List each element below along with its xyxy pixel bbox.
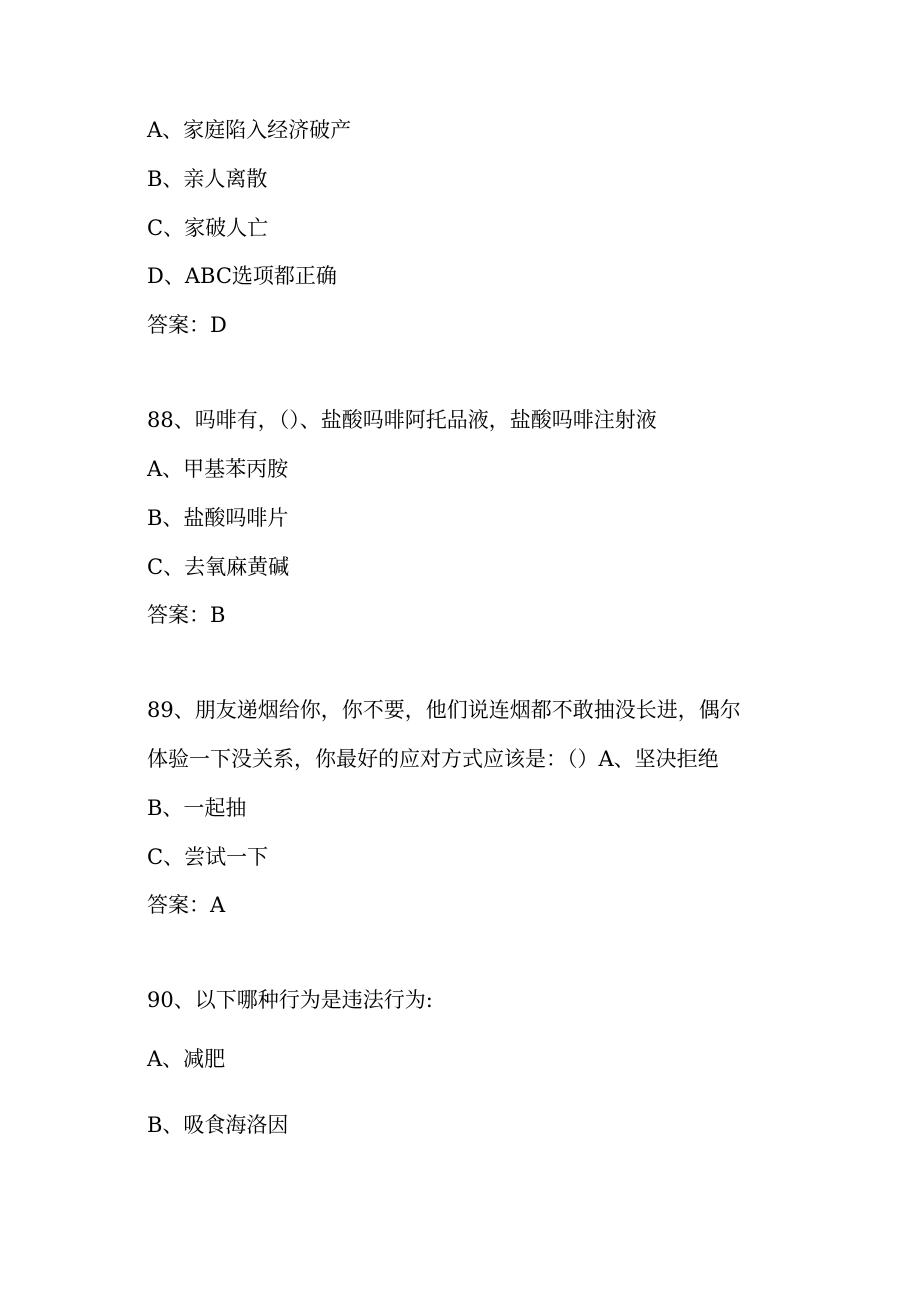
q88-option-a: A、甲基苯丙胺 [147,457,289,481]
q88-option-c: C、去氧麻黄碱 [147,555,290,579]
q89-answer: 答案：A [147,893,226,917]
q87-option-a: A、家庭陷入经济破产 [147,118,352,142]
q89-option-b: B、一起抽 [147,796,247,820]
q88-question: 88、吗啡有，（）、盐酸吗啡阿托品液，盐酸吗啡注射液 [147,408,657,432]
q87-option-d: D、ABC选项都正确 [147,264,337,288]
q89-option-c: C、尝试一下 [147,845,269,869]
q90-option-a: A、减肥 [147,1047,226,1071]
q87-answer: 答案：D [147,313,227,337]
q89-question-line1: 89、朋友递烟给你，你不要，他们说连烟都不敢抽没长进，偶尔 [147,698,741,722]
q90-question: 90、以下哪种行为是违法行为: [147,988,433,1012]
q87-option-c: C、家破人亡 [147,216,269,240]
q87-option-b: B、亲人离散 [147,167,268,191]
q90-option-b: B、吸食海洛因 [147,1113,289,1137]
q88-answer: 答案：B [147,603,226,627]
q89-question-line2: 体验一下没关系，你最好的应对方式应该是：（）A、坚决拒绝 [147,747,719,771]
q88-option-b: B、盐酸吗啡片 [147,506,289,530]
